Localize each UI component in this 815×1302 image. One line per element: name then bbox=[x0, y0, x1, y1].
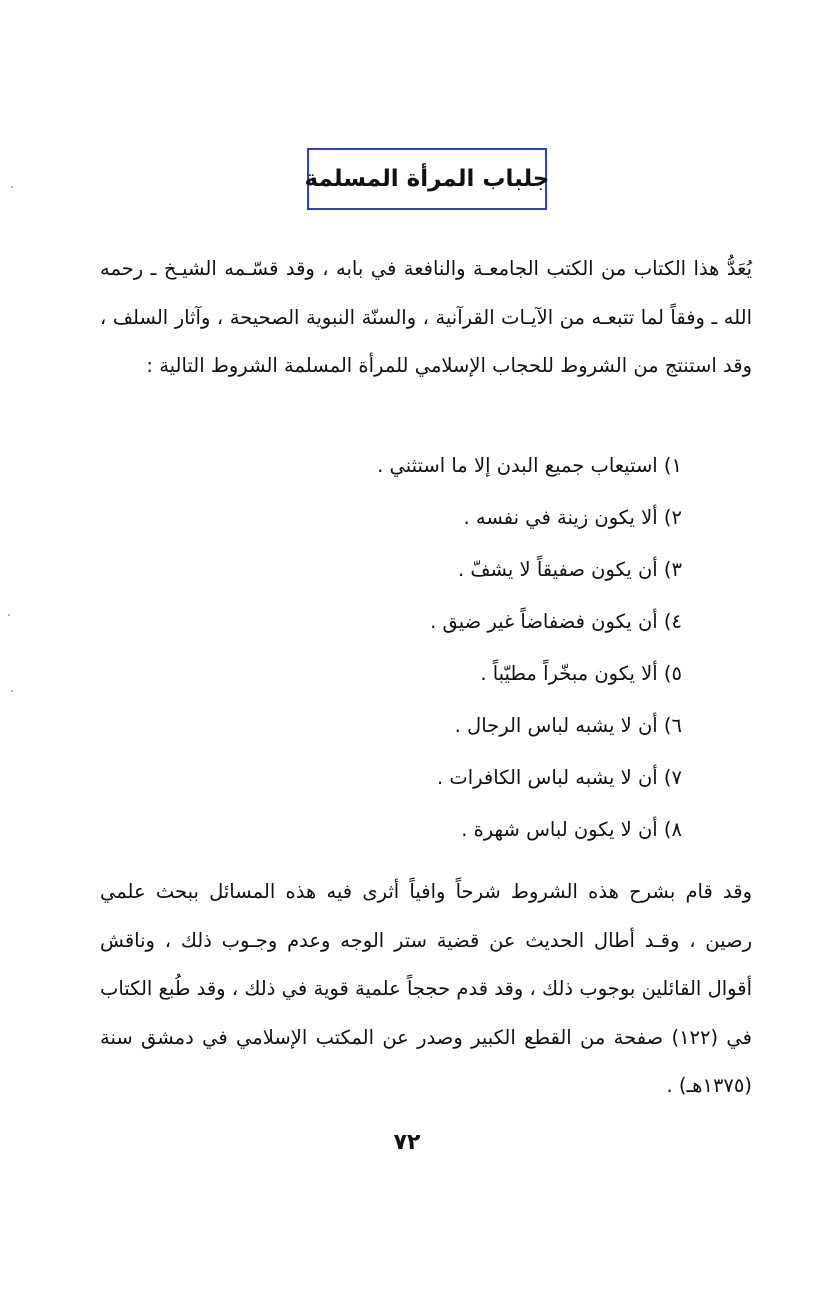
conclusion-paragraph: وقد قام بشرح هذه الشروط شرحاً وافياً أثرى فيه هذه المسائل ببحث علمي رصين ، وقـد أطال الحديث عن قضية ستر الوجه وعدم وجـوب ذلك ، وناقش أقوال القائلين بوجوب ذلك ، وقد قدم حججاً علمية قوية في ذلك ، وقد طُبع الكتاب في (١٢٢) صفحة من القطع الكبير وصدر عن المكتب الإسلامي في دمشق سنة (١٣٧٥هـ) . bbox=[100, 880, 752, 1097]
section-title: جلباب المرأة المسلمة bbox=[304, 166, 550, 192]
condition-item: ٣) أن يكون صفيقاً لا يشفّ . bbox=[457, 558, 682, 581]
condition-item: ٧) أن لا يشبه لباس الكافرات . bbox=[437, 766, 682, 789]
scan-speck bbox=[11, 186, 13, 188]
scan-speck bbox=[11, 690, 13, 692]
condition-item: ٥) ألا يكون مبخّراً مطيّباً . bbox=[480, 662, 682, 685]
condition-item: ٢) ألا يكون زينة في نفسه . bbox=[463, 506, 682, 529]
conditions-list bbox=[100, 440, 752, 856]
condition-item: ٤) أن يكون فضفاضاً غير ضيق . bbox=[430, 610, 682, 633]
title-box bbox=[304, 148, 550, 210]
condition-item: ١) استيعاب جميع البدن إلا ما استثني . bbox=[377, 454, 682, 477]
condition-item: ٨) أن لا يكون لباس شهرة . bbox=[461, 818, 682, 841]
condition-item: ٦) أن لا يشبه لباس الرجال . bbox=[454, 714, 682, 737]
intro-paragraph: يُعَدُّ هذا الكتاب من الكتب الجامعـة والنافعة في بابه ، وقد قسّـمه الشيـخ ـ رحمه الله ـ وفقاً لما تتبعـه من الآيـات القرآنية ، والسنّة النبوية الصحيحة ، وآثار السلف ، وقد استنتج من الشروط للحجاب الإسلامي للمرأة المسلمة الشروط التالية : bbox=[100, 257, 752, 377]
page-number: ٧٢ bbox=[393, 1130, 421, 1155]
scan-speck bbox=[8, 614, 10, 616]
